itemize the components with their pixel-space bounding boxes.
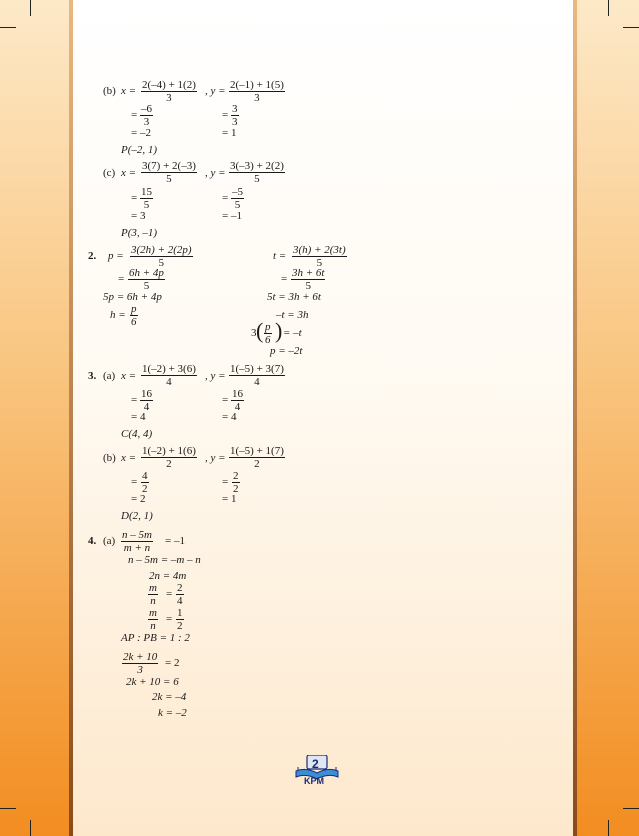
y-result: = 1 [222, 493, 237, 505]
y-equals: , y = [205, 452, 226, 464]
coefficient: 3 [251, 327, 257, 339]
y-step-fraction [232, 470, 240, 495]
h-equals: h = [110, 309, 126, 321]
numerator: n – 5m [122, 529, 152, 541]
t-fraction [292, 244, 347, 269]
question-number: 3. [88, 370, 97, 382]
y-fraction [229, 445, 285, 470]
m-over-n-fraction [148, 582, 158, 607]
equation-line: n – 5m = –m – n [128, 554, 201, 566]
rhs-fraction [176, 582, 184, 607]
crop-mark [30, 0, 31, 16]
y-equals: , y = [205, 167, 226, 179]
denominator: 4 [143, 401, 150, 413]
x-equals: x = [121, 167, 137, 179]
denominator: m + n [123, 542, 151, 554]
t-equals: t = [273, 250, 287, 262]
denominator: 2 [177, 620, 183, 632]
y-fraction [229, 363, 285, 388]
point-answer: D(2, 1) [121, 510, 153, 522]
denominator: n [150, 595, 156, 607]
equation-line: 2n = 4m [149, 570, 187, 582]
part-label: (b) [103, 452, 116, 464]
equals-sign: = [166, 613, 173, 625]
denominator: 4 [234, 401, 241, 413]
x-step-fraction [140, 388, 153, 413]
y-step-fraction [231, 186, 244, 211]
page-number: 2 [312, 757, 319, 771]
numerator: 2(–4) + 1(2) [142, 79, 196, 91]
numerator: 1(–2) + 1(6) [142, 445, 196, 457]
numerator: 1(–5) + 3(7) [230, 363, 284, 375]
p-step-fraction [128, 267, 165, 292]
y-step-fraction [231, 388, 244, 413]
h-fraction [130, 303, 138, 328]
numerator: 1(–2) + 3(6) [142, 363, 196, 375]
publisher-label: KPM [304, 776, 324, 786]
point-answer: P(–2, 1) [121, 144, 158, 156]
p-equals: p = [108, 250, 124, 262]
numerator: 16 [232, 388, 243, 400]
part-label: (b) [103, 85, 116, 97]
x-step-fraction [140, 103, 153, 128]
y-equals: , y = [205, 85, 226, 97]
x-equals: x = [121, 85, 137, 97]
point-answer: C(4, 4) [121, 428, 153, 440]
part-label: (a) [103, 535, 116, 547]
numerator: 3h + 6t [292, 267, 325, 279]
numerator: 3(7) + 2(–3) [142, 160, 196, 172]
numerator: –5 [232, 186, 243, 198]
numerator: 3(h) + 2(3t) [293, 244, 346, 256]
equals-sign: = [222, 109, 229, 121]
denominator: 6 [265, 334, 271, 346]
denominator: 5 [143, 280, 150, 292]
denominator: 5 [305, 280, 311, 292]
denominator: 2 [254, 458, 260, 470]
denominator: 4 [254, 376, 260, 388]
y-result: = 1 [222, 127, 237, 139]
denominator: 3 [232, 116, 238, 128]
equation-line: –t = 3h [276, 309, 309, 321]
x-equals: x = [121, 452, 137, 464]
denominator: 5 [234, 199, 241, 211]
p-fraction [130, 244, 193, 269]
x-fraction [141, 445, 197, 470]
denominator: 2 [233, 483, 239, 495]
t-step-fraction [291, 267, 325, 292]
ratio-fraction [121, 529, 153, 554]
numerator: 3 [232, 103, 238, 115]
crop-mark [30, 820, 31, 836]
denominator: 5 [166, 173, 172, 185]
x-equals: x = [121, 370, 137, 382]
denominator: 4 [166, 376, 172, 388]
crop-mark [0, 808, 16, 809]
denominator: 2 [166, 458, 172, 470]
point-answer: P(3, –1) [121, 227, 158, 239]
x-fraction [141, 79, 197, 104]
crop-mark [608, 0, 609, 16]
x-fraction [141, 160, 197, 185]
numerator: 2 [177, 582, 183, 594]
equals-sign: = [281, 273, 288, 285]
numerator: m [149, 607, 157, 619]
equation-rhs: = 2 [165, 657, 180, 669]
y-result: = 4 [222, 411, 237, 423]
denominator: 3 [166, 92, 172, 104]
crop-mark [608, 820, 609, 836]
denominator: 5 [316, 257, 323, 269]
y-step-fraction [231, 103, 239, 128]
x-result: = –2 [131, 127, 151, 139]
question-number: 2. [88, 250, 97, 262]
equation-rhs: = –1 [165, 535, 185, 547]
ratio-line: AP : PB = 1 : 2 [121, 632, 190, 644]
numerator: m [149, 582, 157, 594]
denominator: 5 [158, 257, 165, 269]
equals-sign: = [222, 192, 229, 204]
equation-line: k = –2 [158, 707, 187, 719]
equation-line: p = –2t [270, 345, 303, 357]
equals-sign: = [131, 394, 138, 406]
right-parenthesis: ) [275, 318, 283, 343]
x-result: = 4 [131, 411, 146, 423]
equals-sign: = [131, 192, 138, 204]
denominator: 2 [142, 483, 148, 495]
numerator: p [131, 303, 137, 315]
equals-sign: = [166, 588, 173, 600]
left-parenthesis: ( [256, 318, 264, 343]
x-step-fraction [140, 186, 153, 211]
denominator: 5 [254, 173, 260, 185]
numerator: 2k + 10 [123, 651, 158, 663]
equation-line: 5p = 6h + 4p [103, 291, 162, 303]
question-number: 4. [88, 535, 97, 547]
x-result: = 2 [131, 493, 146, 505]
equation-rhs: = –t [283, 327, 302, 339]
denominator: 3 [137, 664, 143, 676]
numerator: 1 [177, 607, 183, 619]
crop-mark [0, 27, 16, 28]
crop-mark [623, 808, 639, 809]
y-result: = –1 [222, 210, 242, 222]
equation-line: 2k = –4 [152, 691, 187, 703]
numerator: 6h + 4p [129, 267, 164, 279]
denominator: 5 [143, 199, 150, 211]
equation-line: 5t = 3h + 6t [267, 291, 321, 303]
numerator: 16 [141, 388, 152, 400]
y-fraction [229, 160, 285, 185]
denominator: n [150, 620, 156, 632]
numerator: 1(–5) + 1(7) [230, 445, 284, 457]
equals-sign: = [222, 476, 229, 488]
crop-mark [623, 27, 639, 28]
numerator: 3(–3) + 2(2) [230, 160, 284, 172]
rhs-fraction [176, 607, 184, 632]
k-fraction [122, 651, 158, 676]
p-over-6-fraction [264, 321, 272, 346]
numerator: 3(2h) + 2(2p) [131, 244, 192, 256]
denominator: 3 [254, 92, 260, 104]
denominator: 4 [177, 595, 183, 607]
equals-sign: = [131, 109, 138, 121]
m-over-n-fraction [148, 607, 158, 632]
x-fraction [141, 363, 197, 388]
numerator: 15 [141, 186, 152, 198]
part-label: (a) [103, 370, 116, 382]
right-orange-margin [573, 0, 639, 836]
numerator: p [265, 321, 271, 333]
equals-sign: = [131, 476, 138, 488]
numerator: 2(–1) + 1(5) [230, 79, 284, 91]
equals-sign: = [118, 273, 125, 285]
numerator: 2 [233, 470, 239, 482]
x-result: = 3 [131, 210, 146, 222]
x-step-fraction [141, 470, 149, 495]
equation-line: 2k + 10 = 6 [126, 676, 179, 688]
y-equals: , y = [205, 370, 226, 382]
left-orange-margin [0, 0, 73, 836]
numerator: –6 [141, 103, 152, 115]
numerator: 4 [142, 470, 148, 482]
part-label: (c) [103, 167, 116, 179]
equals-sign: = [222, 394, 229, 406]
denominator: 6 [131, 316, 137, 328]
denominator: 3 [143, 116, 150, 128]
y-fraction [229, 79, 285, 104]
